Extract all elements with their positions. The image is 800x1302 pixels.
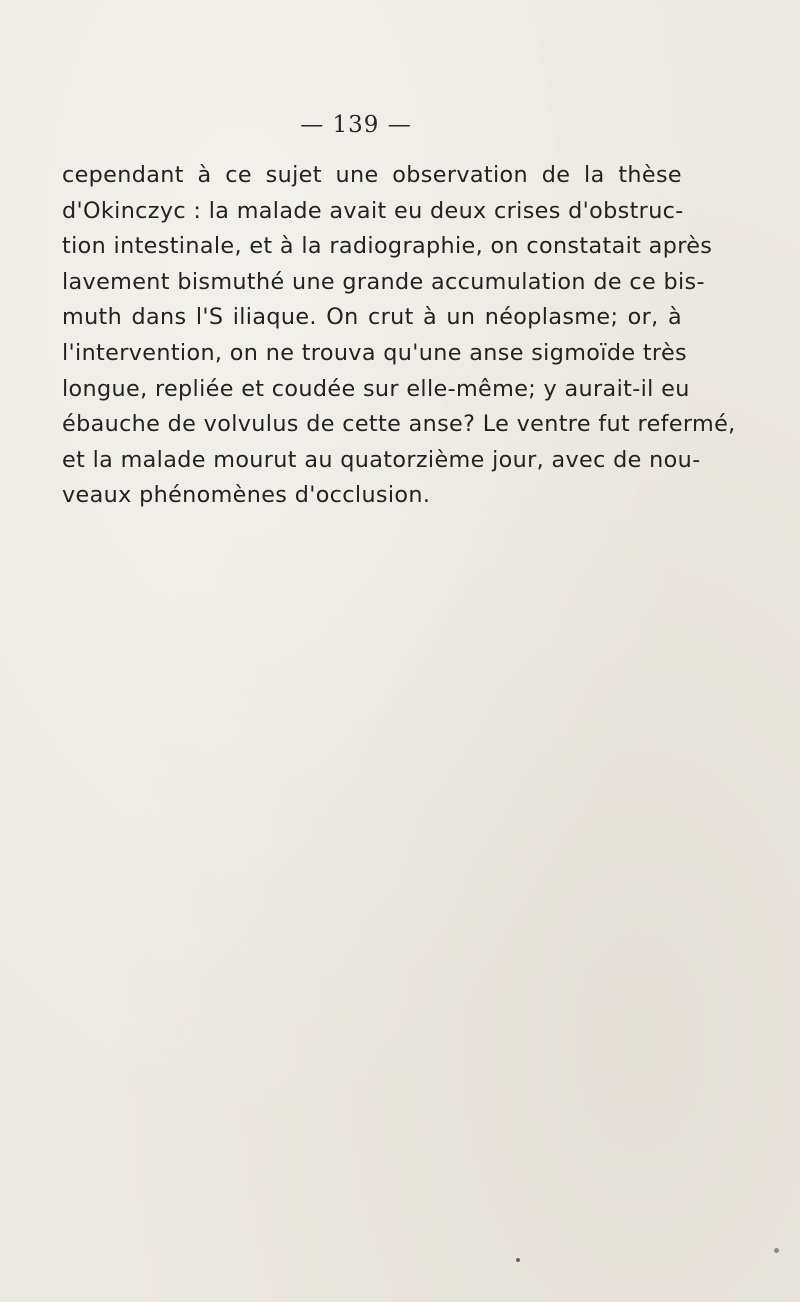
text-line: d'Okinczyc : la malade avait eu deux crises d'obstruc- xyxy=(62,197,684,224)
text-line: veaux phénomènes d'occlusion. xyxy=(62,482,431,509)
text-line: l'intervention, on ne trouva qu'une anse sigmoïde très xyxy=(62,339,687,366)
text-line: tion intestinale, et à la radiographie, on constatait après xyxy=(62,233,713,260)
paper-speck xyxy=(774,1248,779,1253)
text-line: muth dans l'S iliaque. On crut à un néoplasme; or, à xyxy=(62,304,682,331)
body-paragraph xyxy=(62,158,736,514)
text-line: longue, repliée et coudée sur elle-même; y aurait-il eu xyxy=(62,375,690,402)
paper-speck xyxy=(516,1258,520,1262)
text-line: ébauche de volvulus de cette anse? Le ventre fut refermé, xyxy=(62,411,736,438)
text-line: lavement bismuthé une grande accumulation de ce bis- xyxy=(62,268,705,295)
text-line: cependant à ce sujet une observation de la thèse xyxy=(62,162,682,188)
text-line: et la malade mourut au quatorzième jour, avec de nou- xyxy=(62,446,701,473)
page-number: — 139 — xyxy=(300,112,412,138)
